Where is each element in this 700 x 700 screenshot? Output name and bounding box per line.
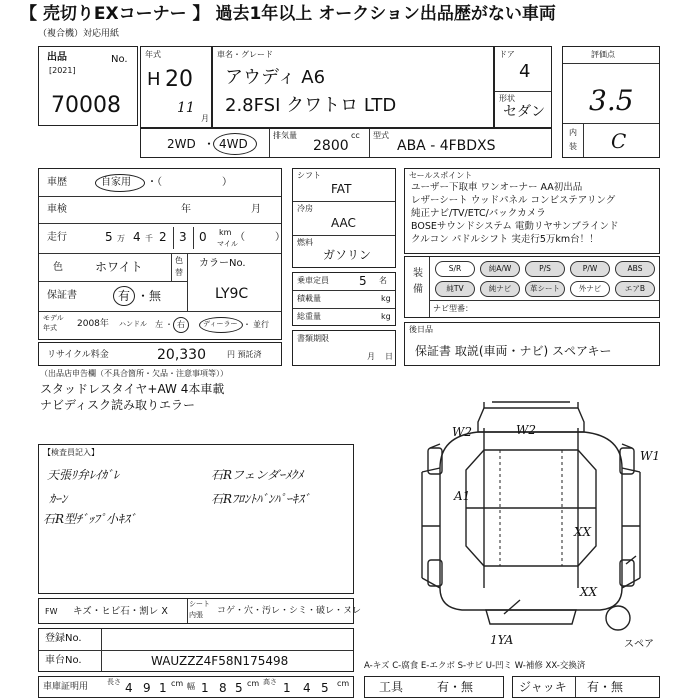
sheet-label-1: シート [189,600,210,608]
width-digit: 1 [201,681,209,695]
sales-point-line: ユーザー下取車 ワンオーナー AA初出品 [411,182,583,193]
model-year-box [140,46,212,128]
venue-label: 出品 [47,52,67,63]
sales-points-label: セールスポイント [409,171,473,180]
damage-legend: A-キズ C-腐食 E-エクボ S-サビ U-凹ミ W-補修 XX-交換済 [364,661,586,671]
equipment-item: 純ナビ [480,281,520,297]
history-label: 車歴 [47,177,67,188]
equipment-label-2: 備 [413,284,423,295]
warranty-label: 保証書 [47,290,77,301]
displacement-value: 2800 [313,138,349,154]
equipment-item: 革シート [525,281,565,297]
shop-notes-label: （出品店申告欄（不具合箇所・欠品・注意事項等）） [40,369,228,378]
sales-points-box [404,168,660,254]
spare-label: スペア [624,639,654,650]
mileage-man-unit: 万 [117,234,125,243]
fw-label: FW [45,607,58,616]
drive-row [140,128,552,158]
body-value: セダン [503,104,546,120]
fw-row [38,598,362,624]
handle-left: 左 [155,320,163,329]
inspection-month-unit: 月 [251,204,261,215]
aircon-value: AAC [331,216,356,230]
load-label: 積載量 [297,294,321,303]
capacity-label: 乗車定員 [297,276,329,285]
model-year-value: 2008年 [77,319,109,329]
sales-point-line: 純正ナビ/TV/ETC/バックカメラ [411,208,546,219]
weight-label: 総重量 [297,312,321,321]
damage-mark: W2 [452,425,472,439]
fw-items: キズ・ヒビ石・割レ X [73,606,168,617]
displacement-label: 排気量 [273,131,297,140]
equipment-item: S/R [435,261,475,277]
vehicle-name-box [212,46,494,128]
after-install-box [404,322,660,366]
type-label: 型式 [373,131,389,140]
height-digit: 4 [303,681,311,695]
equipment-item: P/S [525,261,565,277]
equipment-item: P/W [570,261,610,277]
shift-label: シフト [297,171,321,180]
equipment-item: エアB [615,281,655,297]
drive-separator: ・ [203,137,216,151]
height-digit: 1 [283,681,291,695]
displacement-unit: cc [351,131,360,140]
sales-point-line: レザーシート ウッドパネル コンビステアリング [411,195,616,206]
width-label: 幅 [187,682,195,691]
mileage-sen-unit: 千 [145,234,153,243]
load-unit: kg [381,294,391,303]
width-digit: 8 [219,681,227,695]
inspector-note: 石Rﾌﾛﾝﾄﾊﾞﾝﾊﾟｰｷｽﾞ [211,492,311,506]
inspector-note: 石Rフェンダｰﾒｸﾒ [211,468,303,482]
chassis-label: 車台No. [45,655,82,666]
color-value: ホワイト [95,260,143,274]
mileage-digit-2: 3 [179,230,187,244]
inspector-note: 石R型ﾁﾞｯﾌﾟ小ｷｽﾞ [43,512,137,526]
year-value: 20 [165,67,193,92]
equipment-item: 純TV [435,281,475,297]
tools-label: 工具 [379,680,404,694]
interior-score: C [611,129,627,153]
color-change-label-1: 色 [175,256,183,265]
color-no-value: LY9C [215,286,249,302]
lot-box [38,46,138,126]
warranty-yes: 有 [118,289,131,303]
shop-note-line: スタッドレスタイヤ+AW 4本車載 [40,382,225,396]
model-label-2: 年式 [43,324,57,332]
lot-no-label: No. [111,54,128,65]
damage-mark: W1 [640,449,660,463]
mileage-digit-3: 0 [199,230,207,244]
model-year-label: 年式 [145,50,161,59]
width-unit: cm [247,679,260,688]
fuel-label: 燃料 [297,238,313,247]
height-unit: cm [337,679,350,688]
mileage-paren: （ ） [235,232,285,243]
sales-point-line: クルコン パドルシフト 実走行5万km台！！ [411,234,599,245]
mileage-mile-unit: マイル [217,240,238,248]
width-digit: 5 [235,681,243,695]
inspector-box [38,444,354,594]
score-label: 評価点 [591,50,615,59]
vehicle-name: アウディ A6 [225,67,326,88]
option-2wd: 2WD [167,137,196,151]
mileage-km-unit: km [219,228,232,237]
documents-label: 書類期限 [297,334,329,343]
equipment-box [404,256,660,318]
interior-label-2: 装 [569,142,577,151]
spec-middle-box [292,168,396,268]
mileage-digit-1: 2 [159,230,167,244]
doors-value: 4 [519,61,531,82]
inspector-note: 天張ﾘ弁ﾚｲｶﾞﾚ [47,468,120,482]
jack-box [512,676,660,698]
recycle-row [38,342,282,366]
info-table-left [38,168,285,340]
damage-mark: W2 [516,423,536,437]
damage-mark: XX [574,525,592,539]
documents-day: 日 [385,352,393,361]
damage-mark: A1 [454,489,471,503]
chassis-value: WAUZZZ4F58N175498 [151,654,289,668]
length-digit: 4 [125,681,133,695]
cert-label: 車庫証明用 [43,682,89,692]
handle-right: 右 [177,320,185,329]
fuel-value: ガソリン [323,248,372,262]
inspector-note: ｶｰﾝ [49,492,68,506]
after-install-value: 保証書 取説(車両・ナビ) スペアキー [415,344,612,358]
capacity-value: 5 [359,274,367,288]
vehicle-name-label: 車名・グレード [217,50,273,59]
height-digit: 5 [321,681,329,695]
model-label-1: モデル [43,314,64,322]
length-unit: cm [171,679,184,688]
form-subtitle: （複合機）対応用紙 [38,29,120,39]
sheet-items: コゲ・穴・汚レ・シミ・破レ・ヌレ [217,606,362,616]
registration-label: 登録No. [45,633,82,644]
color-no-label: カラーNo. [199,258,246,269]
jack-value: 有・無 [587,680,624,694]
parallel-label: 並行 [253,320,269,329]
navi-type-label: ナビ型番： [433,304,473,313]
banner-title: 【 売切りEXコーナー 】 過去1年以上 オークション出品歴がない車両 [20,4,556,24]
sheet-label-2: 内張 [189,611,203,619]
color-change-label-2: 替 [175,268,183,277]
length-digit: 1 [159,681,167,695]
capacity-box [292,272,396,326]
month-value: 11 [177,100,195,116]
score-value: 3.5 [589,84,634,117]
equipment-item: ABS [615,261,655,277]
garage-cert-row [38,676,354,698]
doors-body-box [494,46,552,128]
inspection-year-unit: 年 [181,204,191,215]
year-bracket: [2021] [49,66,76,75]
warranty-separator: ・ [137,289,150,303]
month-unit: 月 [201,114,209,123]
weight-unit: kg [381,312,391,321]
mileage-sen: 4 [133,230,141,244]
history-value: 自家用 [101,177,131,188]
damage-mark: XX [580,585,598,599]
vehicle-grade: 2.8FSI クワトロ LTD [225,95,397,116]
warranty-no: 無 [149,289,162,303]
color-label: 色 [53,262,63,273]
capacity-unit: 名 [379,276,387,285]
tools-value: 有・無 [437,680,474,694]
damage-mark: 1YA [490,633,514,647]
recycle-suffix: 円 預託済 [227,350,262,359]
documents-box [292,330,396,366]
registration-box [38,628,354,672]
era-letter: H [147,69,161,90]
handle-label: ハンドル [119,320,147,328]
inspector-label: 【検査員記入】 [43,448,99,457]
history-extra: ・（ ） [147,177,232,188]
dealer-separator: ・ [243,320,251,329]
shop-note-line: ナビディスク読み取りエラー [40,398,196,412]
interior-label-1: 内 [569,128,577,137]
type-value: ABA - 4FBDXS [397,138,496,154]
dealer-label: ディーラー [203,320,238,328]
body-label: 形状 [499,94,515,103]
recycle-value: 20,330 [157,347,206,363]
equipment-item: 外ナビ [570,281,610,297]
equipment-label-1: 装 [413,268,423,279]
height-label: 高さ [263,678,277,686]
documents-month: 月 [367,352,375,361]
recycle-label: リサイクル料金 [47,350,109,360]
handle-separator: ・ [165,320,173,329]
lot-number: 70008 [51,93,121,118]
equipment-item: 純A/W [480,261,520,277]
shift-value: FAT [331,182,352,196]
mileage-man: 5 [105,230,113,244]
sales-point-line: BOSEサウンドシステム 電動リヤサンブラインド [411,221,619,232]
score-box [562,46,660,158]
tools-box [364,676,504,698]
jack-label: ジャッキ [519,680,567,694]
after-install-label: 後日品 [409,325,433,334]
option-4wd: 4WD [219,137,248,151]
length-label: 長さ [107,678,121,686]
length-digit: 9 [143,681,151,695]
aircon-label: 冷房 [297,204,313,213]
doors-label: ドア [499,50,515,59]
inspection-label: 車検 [47,204,67,215]
mileage-label: 走行 [47,232,67,243]
